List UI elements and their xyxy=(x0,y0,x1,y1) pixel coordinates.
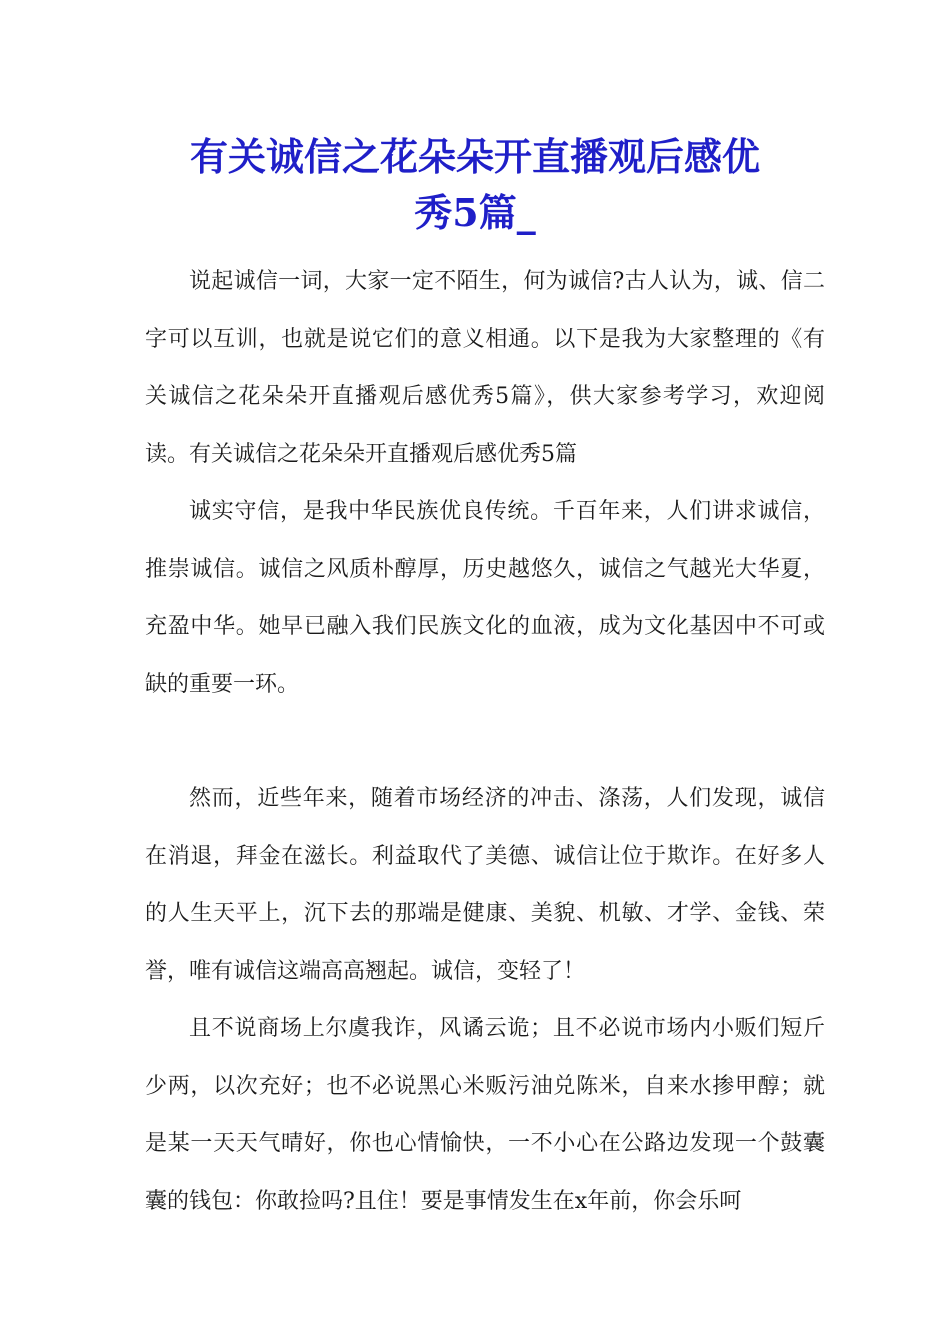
paragraph-decline: 然而，近些年来，随着市场经济的冲击、涤荡，人们发现，诚信在消退，拜金在滋长。利益取代了美德、诚信让位于欺诈。在好多人的人生天平上，沉下去的那端是健康、美貌、机敏、才学、金钱、荣誉，唯有诚信这端高高翘起。诚信，变轻了！ xyxy=(145,786,825,984)
paragraph-tradition: 诚实守信，是我中华民族优良传统。千百年来，人们讲求诚信，推崇诚信。诚信之风质朴醇厚，历史越悠久，诚信之气越光大华夏，充盈中华。她早已融入我们民族文化的血液，成为文化基因中不可或缺的重要一环。 xyxy=(145,499,825,697)
document-title-line-1: 有关诚信之花朵朵开直播观后感优 xyxy=(189,134,760,179)
paragraph-examples: 且不说商场上尔虞我诈，风谲云诡；且不必说市场内小贩们短斤少两，以次充好；也不必说黑心米贩污油兑陈米，自来水掺甲醇；就是某一天天气晴好，你也心情愉快，一不小心在公路边发现一个鼓囊囊的钱包：你敢捡吗?且住！要是事情发生在x年前，你会乐呵 xyxy=(145,1016,825,1214)
document-title-line-2: 秀5篇_ xyxy=(414,190,536,235)
paragraph-intro: 说起诚信一词，大家一定不陌生，何为诚信?古人认为，诚、信二字可以互训，也就是说它们的意义相通。以下是我为大家整理的《有关诚信之花朵朵开直播观后感优秀5篇》，供大家参考学习，欢迎阅读。有关诚信之花朵朵开直播观后感优秀5篇 xyxy=(145,269,825,467)
